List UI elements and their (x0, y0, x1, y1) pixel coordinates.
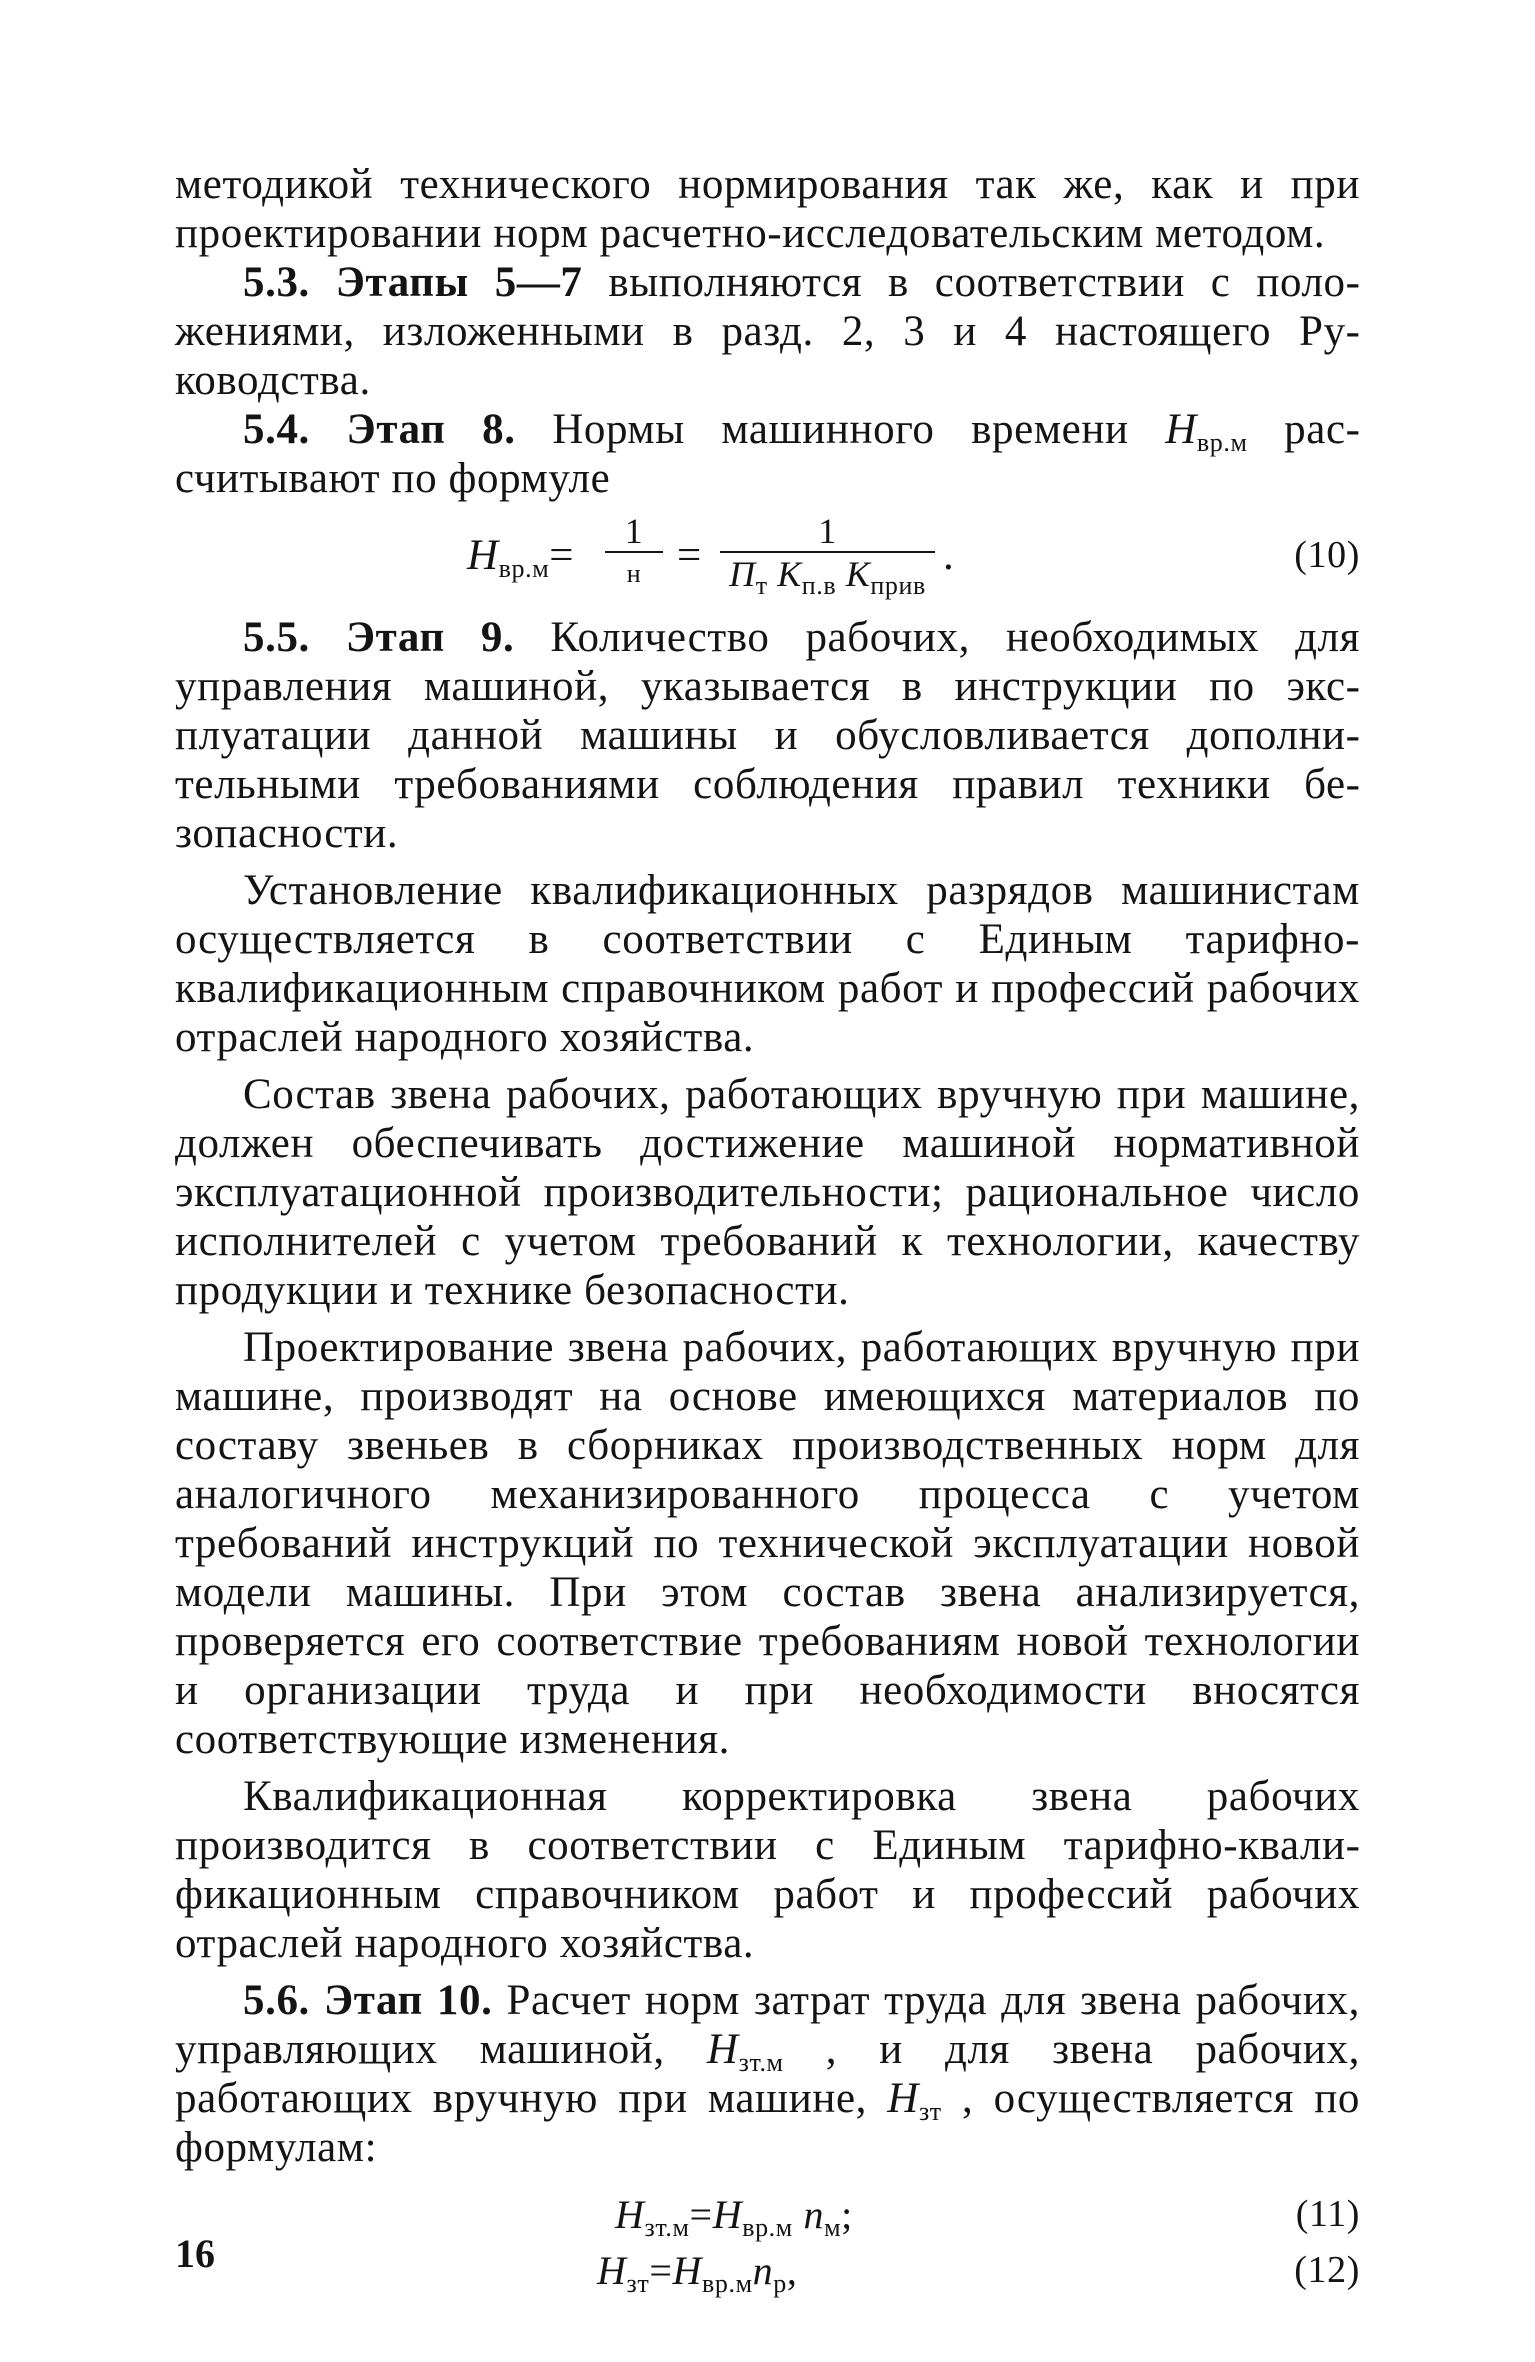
paragraph-qualification: Установление квалификационных разрядов машинистам осуществляется в соответствии с Единым тарифно-квалификационным справочником работ и профессий рабочих отраслей народного хозяйства. (175, 867, 1360, 1061)
section-5-4-text: Нормы машинного времени (515, 406, 1166, 453)
section-5-3-heading: 5.3. Этапы 5—7 (243, 259, 583, 306)
paragraph-crew-composition: Состав звена рабочих, работающих вручную при машине, должен обеспечивать достижение машиной нормативной эксплуатационной производительности; рациональное число исполнителей с учетом требований к технологии, качеству продукции и технике безопасности. (175, 1071, 1360, 1314)
formula-12-number: (12) (1294, 2249, 1360, 2291)
formula-10-eq: = (677, 532, 702, 579)
paragraph-intro: методикой технического нормирования так же, как и при проектировании норм расчетно-исследовательским методом. (175, 161, 1360, 257)
formula-10-fraction-1: 1 н (605, 511, 663, 595)
formula-11: $Н_{зт.м}=Н_{вр.м}$ $n_м$; (11) (615, 2192, 1360, 2242)
section-5-4-heading: 5.4. Этап 8. (243, 406, 516, 453)
paragraph-5-3 (175, 258, 1360, 405)
formula-11-number: (11) (1295, 2193, 1360, 2235)
section-5-6-heading: 5.6. Этап 10. (243, 1977, 493, 2024)
section-5-5-text: Количество рабочих, необходимых для управления машиной, указывается в инструкции по эксплуатации данной машины и обусловливается дополнительными требованиями соблюдения правил техники безопасности. (175, 614, 1360, 857)
symbol-n-vr-m-sub: вр.м (1196, 428, 1248, 457)
formula-10-lhs: $Н_{вр.м}=$ (467, 532, 575, 583)
paragraph-5-5 (175, 613, 1360, 858)
paragraph-crew-design: Проектирование звена рабочих, работающих вручную при машине, производят на основе имеющихся материалов по составу звеньев в сборниках производственных норм для аналогичного механизированного процесса с учетом требований инструкций по технической эксплуатации новой модели машины. При этом состав звена анализируется, проверяется его соответствие требованиям новой технологии и организации труда и при необходимости вносятся соответствующие изменения. (175, 1324, 1360, 1763)
section-5-3-text: выполняются в соответствии с положениями, изложенными в разд. 2, 3 и 4 настоящего Руководства. (175, 259, 1360, 404)
section-5-4-tail: рассчитывают по формуле (175, 406, 1360, 502)
paragraph-5-6: 5.6. Этап 10. Расчет норм затрат труда для звена рабочих, управляющих машиной, $Н_{зт.м}$ , и для звена рабочих, работающих вручную при машине, $Н_{зт}$ , осуществляется по формулам: (175, 1977, 1360, 2171)
symbol-n-zt-m: Н (706, 2026, 739, 2073)
formula-10-number: (10) (1294, 534, 1360, 576)
symbol-n-zt: Н (887, 2075, 919, 2122)
paragraph-5-4 (175, 405, 1360, 503)
symbol-n-vr-m: Н (1165, 406, 1197, 453)
formula-10 (175, 509, 1360, 607)
formula-10-fraction-2: 1 $П_т$ $К_{п.в}$ $К_{прив}$ (720, 511, 935, 595)
formula-10-period: . (943, 532, 955, 579)
paragraph-qualification-adjustment: Квалификационная корректировка звена рабочих производится в соответствии с Единым тарифно-квалификационным справочником работ и профессий рабочих отраслей народного хозяйства. (175, 1773, 1360, 1967)
section-5-5-heading: 5.5. Этап 9. (243, 614, 515, 661)
formula-12: $Н_{зт}=Н_{вр.м}n_р$, (12) (597, 2248, 1360, 2298)
page-number: 16 (175, 2231, 215, 2276)
page-body (175, 160, 1360, 2298)
